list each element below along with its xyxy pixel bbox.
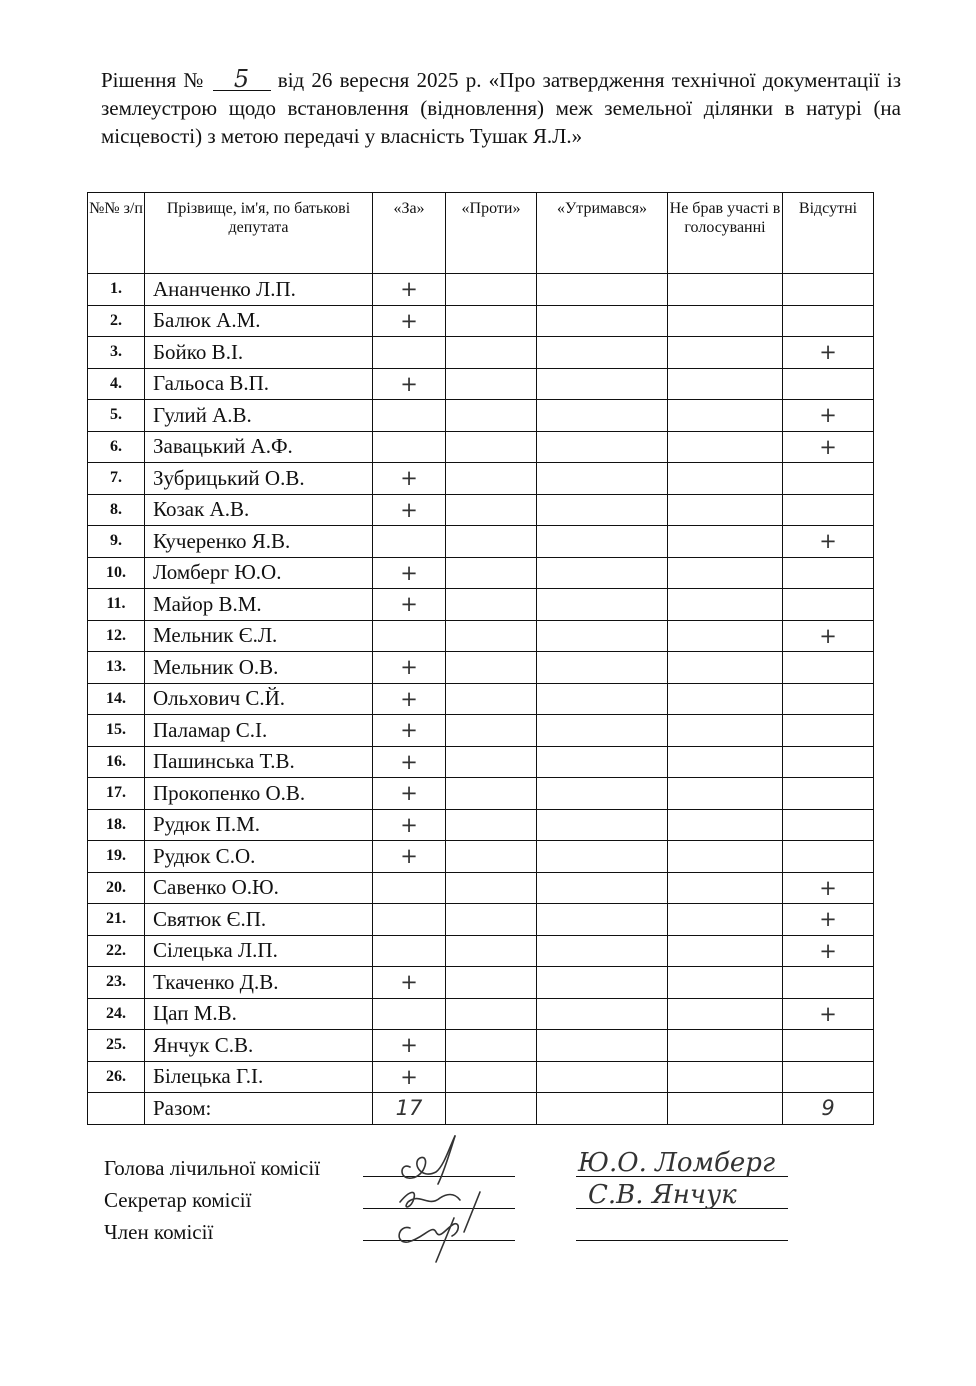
col-vidsutni: Відсутні	[783, 193, 874, 274]
vote-vidsutni-mark	[783, 305, 874, 337]
vote-proty-cell	[446, 683, 537, 715]
vote-vidsutni-mark	[783, 1030, 874, 1062]
row-number: 5.	[88, 400, 145, 432]
vote-ne-brav-cell	[668, 337, 783, 369]
secretary-name-signature: С.В. Янчук	[588, 1180, 737, 1210]
deputy-name: Козак А.В.	[145, 494, 373, 526]
vote-vidsutni-mark	[783, 967, 874, 999]
vote-vidsutni-mark: +	[783, 620, 874, 652]
vote-utrymavsia-cell	[537, 872, 668, 904]
vote-proty-cell	[446, 841, 537, 873]
vote-vidsutni-mark: +	[783, 337, 874, 369]
row-number: 9.	[88, 526, 145, 558]
vote-vidsutni-mark: +	[783, 935, 874, 967]
col-name: Прізвище, ім'я, по батькові депутата	[145, 193, 373, 274]
vote-za-mark	[373, 400, 446, 432]
table-row	[88, 1061, 874, 1093]
vote-vidsutni-mark: +	[783, 400, 874, 432]
vote-ne-brav-cell	[668, 872, 783, 904]
vote-proty-cell	[446, 557, 537, 589]
vote-za-mark: +	[373, 463, 446, 495]
voting-table	[87, 192, 874, 1125]
vote-za-mark	[373, 620, 446, 652]
vote-vidsutni-mark	[783, 841, 874, 873]
vote-utrymavsia-cell	[537, 967, 668, 999]
vote-za-mark: +	[373, 715, 446, 747]
table-row	[88, 620, 874, 652]
vote-za-mark: +	[373, 1061, 446, 1093]
deputy-name: Сілецька Л.П.	[145, 935, 373, 967]
deputy-name: Пашинська Т.В.	[145, 746, 373, 778]
table-row	[88, 746, 874, 778]
row-number: 24.	[88, 998, 145, 1030]
vote-utrymavsia-cell	[537, 809, 668, 841]
chair-name-signature: Ю.О. Ломберг	[578, 1148, 776, 1178]
vote-za-mark: +	[373, 368, 446, 400]
row-number: 3.	[88, 337, 145, 369]
total-empty-cell	[88, 1093, 145, 1125]
table-row	[88, 652, 874, 684]
deputy-name: Гальоса В.П.	[145, 368, 373, 400]
vote-ne-brav-cell	[668, 1030, 783, 1062]
vote-ne-brav-cell	[668, 431, 783, 463]
vote-ne-brav-cell	[668, 305, 783, 337]
col-proty: «Проти»	[446, 193, 537, 274]
row-number: 10.	[88, 557, 145, 589]
row-number: 15.	[88, 715, 145, 747]
vote-proty-cell	[446, 935, 537, 967]
deputy-name: Прокопенко О.В.	[145, 778, 373, 810]
vote-ne-brav-cell	[668, 841, 783, 873]
vote-vidsutni-mark	[783, 463, 874, 495]
vote-ne-brav-cell	[668, 652, 783, 684]
vote-proty-cell	[446, 589, 537, 621]
row-number: 20.	[88, 872, 145, 904]
vote-za-mark	[373, 935, 446, 967]
vote-utrymavsia-cell	[537, 652, 668, 684]
deputy-name: Савенко О.Ю.	[145, 872, 373, 904]
deputy-name: Янчук С.В.	[145, 1030, 373, 1062]
secretary-label: Секретар комісії	[104, 1188, 252, 1212]
row-number: 8.	[88, 494, 145, 526]
vote-utrymavsia-cell	[537, 746, 668, 778]
vote-za-mark: +	[373, 746, 446, 778]
table-row	[88, 904, 874, 936]
table-row	[88, 526, 874, 558]
deputy-name: Гулий А.В.	[145, 400, 373, 432]
decision-heading	[101, 66, 901, 150]
table-row	[88, 494, 874, 526]
vote-proty-cell	[446, 494, 537, 526]
vote-utrymavsia-cell	[537, 463, 668, 495]
vote-vidsutni-mark	[783, 494, 874, 526]
vote-za-mark: +	[373, 778, 446, 810]
vote-utrymavsia-cell	[537, 1030, 668, 1062]
row-number: 18.	[88, 809, 145, 841]
vote-za-mark: +	[373, 274, 446, 306]
table-row	[88, 400, 874, 432]
vote-proty-cell	[446, 526, 537, 558]
table-row	[88, 368, 874, 400]
decision-prefix: Рішення №	[101, 68, 206, 92]
vote-vidsutni-mark	[783, 652, 874, 684]
vote-proty-cell	[446, 967, 537, 999]
vote-utrymavsia-cell	[537, 337, 668, 369]
table-row	[88, 337, 874, 369]
table-row	[88, 463, 874, 495]
vote-vidsutni-mark: +	[783, 431, 874, 463]
table-row	[88, 967, 874, 999]
vote-ne-brav-cell	[668, 904, 783, 936]
total-vidsutni: 9	[783, 1093, 874, 1125]
vote-vidsutni-mark	[783, 809, 874, 841]
vote-utrymavsia-cell	[537, 683, 668, 715]
vote-ne-brav-cell	[668, 683, 783, 715]
vote-za-mark	[373, 904, 446, 936]
vote-utrymavsia-cell	[537, 494, 668, 526]
deputy-name: Паламар С.І.	[145, 715, 373, 747]
vote-proty-cell	[446, 904, 537, 936]
table-row	[88, 683, 874, 715]
vote-za-mark	[373, 998, 446, 1030]
table-row	[88, 557, 874, 589]
vote-za-mark: +	[373, 589, 446, 621]
vote-proty-cell	[446, 620, 537, 652]
row-number: 19.	[88, 841, 145, 873]
table-row	[88, 872, 874, 904]
vote-utrymavsia-cell	[537, 400, 668, 432]
vote-za-mark: +	[373, 1030, 446, 1062]
vote-utrymavsia-cell	[537, 526, 668, 558]
vote-ne-brav-cell	[668, 400, 783, 432]
deputy-name: Ольхович С.Й.	[145, 683, 373, 715]
vote-utrymavsia-cell	[537, 557, 668, 589]
row-number: 7.	[88, 463, 145, 495]
vote-vidsutni-mark	[783, 746, 874, 778]
vote-ne-brav-cell	[668, 778, 783, 810]
vote-utrymavsia-cell	[537, 431, 668, 463]
vote-utrymavsia-cell	[537, 589, 668, 621]
vote-ne-brav-cell	[668, 274, 783, 306]
deputy-name: Балюк А.М.	[145, 305, 373, 337]
vote-za-mark: +	[373, 683, 446, 715]
vote-vidsutni-mark	[783, 778, 874, 810]
deputy-name: Рудюк П.М.	[145, 809, 373, 841]
vote-za-mark: +	[373, 305, 446, 337]
member-label: Член комісії	[104, 1220, 214, 1244]
deputy-name: Ананченко Л.П.	[145, 274, 373, 306]
row-number: 14.	[88, 683, 145, 715]
table-row	[88, 841, 874, 873]
vote-za-mark: +	[373, 841, 446, 873]
row-number: 23.	[88, 967, 145, 999]
vote-utrymavsia-cell	[537, 935, 668, 967]
table-row	[88, 1030, 874, 1062]
deputy-name: Білецька Г.І.	[145, 1061, 373, 1093]
vote-ne-brav-cell	[668, 463, 783, 495]
table-row	[88, 998, 874, 1030]
vote-ne-brav-cell	[668, 935, 783, 967]
vote-ne-brav-cell	[668, 809, 783, 841]
vote-proty-cell	[446, 463, 537, 495]
vote-utrymavsia-cell	[537, 1061, 668, 1093]
vote-proty-cell	[446, 746, 537, 778]
row-number: 6.	[88, 431, 145, 463]
vote-proty-cell	[446, 305, 537, 337]
commission-labels	[104, 1152, 320, 1248]
vote-vidsutni-mark	[783, 557, 874, 589]
vote-utrymavsia-cell	[537, 368, 668, 400]
deputy-name: Бойко В.І.	[145, 337, 373, 369]
vote-ne-brav-cell	[668, 967, 783, 999]
vote-za-mark: +	[373, 652, 446, 684]
vote-ne-brav-cell	[668, 368, 783, 400]
deputy-name: Ткаченко Д.В.	[145, 967, 373, 999]
table-header	[88, 193, 874, 274]
row-number: 17.	[88, 778, 145, 810]
member-name-line	[576, 1240, 788, 1241]
vote-proty-cell	[446, 652, 537, 684]
row-number: 22.	[88, 935, 145, 967]
vote-ne-brav-cell	[668, 526, 783, 558]
vote-vidsutni-mark	[783, 368, 874, 400]
vote-proty-cell	[446, 998, 537, 1030]
row-number: 12.	[88, 620, 145, 652]
vote-proty-cell	[446, 400, 537, 432]
vote-za-mark: +	[373, 557, 446, 589]
col-num: №№ з/п	[88, 193, 145, 274]
vote-ne-brav-cell	[668, 589, 783, 621]
col-utrymavsia: «Утримався»	[537, 193, 668, 274]
table-row	[88, 431, 874, 463]
vote-ne-brav-cell	[668, 746, 783, 778]
vote-za-mark: +	[373, 967, 446, 999]
vote-proty-cell	[446, 431, 537, 463]
row-number: 25.	[88, 1030, 145, 1062]
vote-utrymavsia-cell	[537, 620, 668, 652]
decision-title: від 26 вересня 2025 р. «Про затвердження технічної документації із землеустрою щодо встановлення (відновлення) меж земельної ділянки в натурі (на місцевості) з метою передачі у власність Тушак Я.Л.»	[101, 68, 902, 148]
vote-vidsutni-mark: +	[783, 904, 874, 936]
vote-utrymavsia-cell	[537, 904, 668, 936]
deputy-name: Майор В.М.	[145, 589, 373, 621]
vote-utrymavsia-cell	[537, 778, 668, 810]
decision-number: 5	[213, 70, 271, 91]
row-number: 1.	[88, 274, 145, 306]
table-row	[88, 715, 874, 747]
vote-ne-brav-cell	[668, 620, 783, 652]
vote-proty-cell	[446, 778, 537, 810]
total-ne-brav	[668, 1093, 783, 1125]
total-za: 17	[373, 1093, 446, 1125]
table-row	[88, 778, 874, 810]
col-za: «За»	[373, 193, 446, 274]
deputy-name: Святюк Є.П.	[145, 904, 373, 936]
handwritten-signatures	[380, 1132, 520, 1266]
table-row	[88, 589, 874, 621]
vote-utrymavsia-cell	[537, 998, 668, 1030]
vote-za-mark	[373, 872, 446, 904]
vote-ne-brav-cell	[668, 715, 783, 747]
vote-za-mark: +	[373, 809, 446, 841]
vote-ne-brav-cell	[668, 1061, 783, 1093]
vote-proty-cell	[446, 715, 537, 747]
row-number: 16.	[88, 746, 145, 778]
table-row	[88, 274, 874, 306]
vote-za-mark	[373, 431, 446, 463]
vote-ne-brav-cell	[668, 998, 783, 1030]
vote-utrymavsia-cell	[537, 715, 668, 747]
vote-proty-cell	[446, 872, 537, 904]
chair-label: Голова лічильної комісії	[104, 1156, 321, 1180]
vote-vidsutni-mark	[783, 589, 874, 621]
deputy-name: Рудюк С.О.	[145, 841, 373, 873]
row-number: 2.	[88, 305, 145, 337]
vote-proty-cell	[446, 1030, 537, 1062]
vote-za-mark	[373, 526, 446, 558]
row-number: 26.	[88, 1061, 145, 1093]
vote-utrymavsia-cell	[537, 305, 668, 337]
vote-proty-cell	[446, 274, 537, 306]
total-utrymavsia	[537, 1093, 668, 1125]
vote-proty-cell	[446, 368, 537, 400]
vote-vidsutni-mark	[783, 1061, 874, 1093]
table-row	[88, 305, 874, 337]
vote-vidsutni-mark: +	[783, 872, 874, 904]
deputy-name: Кучеренко Я.В.	[145, 526, 373, 558]
row-number: 13.	[88, 652, 145, 684]
deputy-name: Мельник Є.Л.	[145, 620, 373, 652]
vote-utrymavsia-cell	[537, 841, 668, 873]
total-row	[88, 1093, 874, 1125]
vote-za-mark: +	[373, 494, 446, 526]
deputy-name: Ломберг Ю.О.	[145, 557, 373, 589]
row-number: 4.	[88, 368, 145, 400]
vote-ne-brav-cell	[668, 494, 783, 526]
vote-ne-brav-cell	[668, 557, 783, 589]
table-row	[88, 935, 874, 967]
vote-za-mark	[373, 337, 446, 369]
deputy-name: Цап М.В.	[145, 998, 373, 1030]
vote-vidsutni-mark	[783, 274, 874, 306]
row-number: 11.	[88, 589, 145, 621]
deputy-name: Завацький А.Ф.	[145, 431, 373, 463]
deputy-name: Зубрицький О.В.	[145, 463, 373, 495]
vote-vidsutni-mark: +	[783, 998, 874, 1030]
vote-proty-cell	[446, 809, 537, 841]
vote-proty-cell	[446, 1061, 537, 1093]
vote-vidsutni-mark: +	[783, 526, 874, 558]
deputy-name: Мельник О.В.	[145, 652, 373, 684]
col-ne-brav: Не брав участі в голосуванні	[668, 193, 783, 274]
vote-vidsutni-mark	[783, 683, 874, 715]
total-label: Разом:	[145, 1093, 373, 1125]
vote-vidsutni-mark	[783, 715, 874, 747]
total-proty	[446, 1093, 537, 1125]
vote-proty-cell	[446, 337, 537, 369]
table-row	[88, 809, 874, 841]
vote-utrymavsia-cell	[537, 274, 668, 306]
row-number: 21.	[88, 904, 145, 936]
